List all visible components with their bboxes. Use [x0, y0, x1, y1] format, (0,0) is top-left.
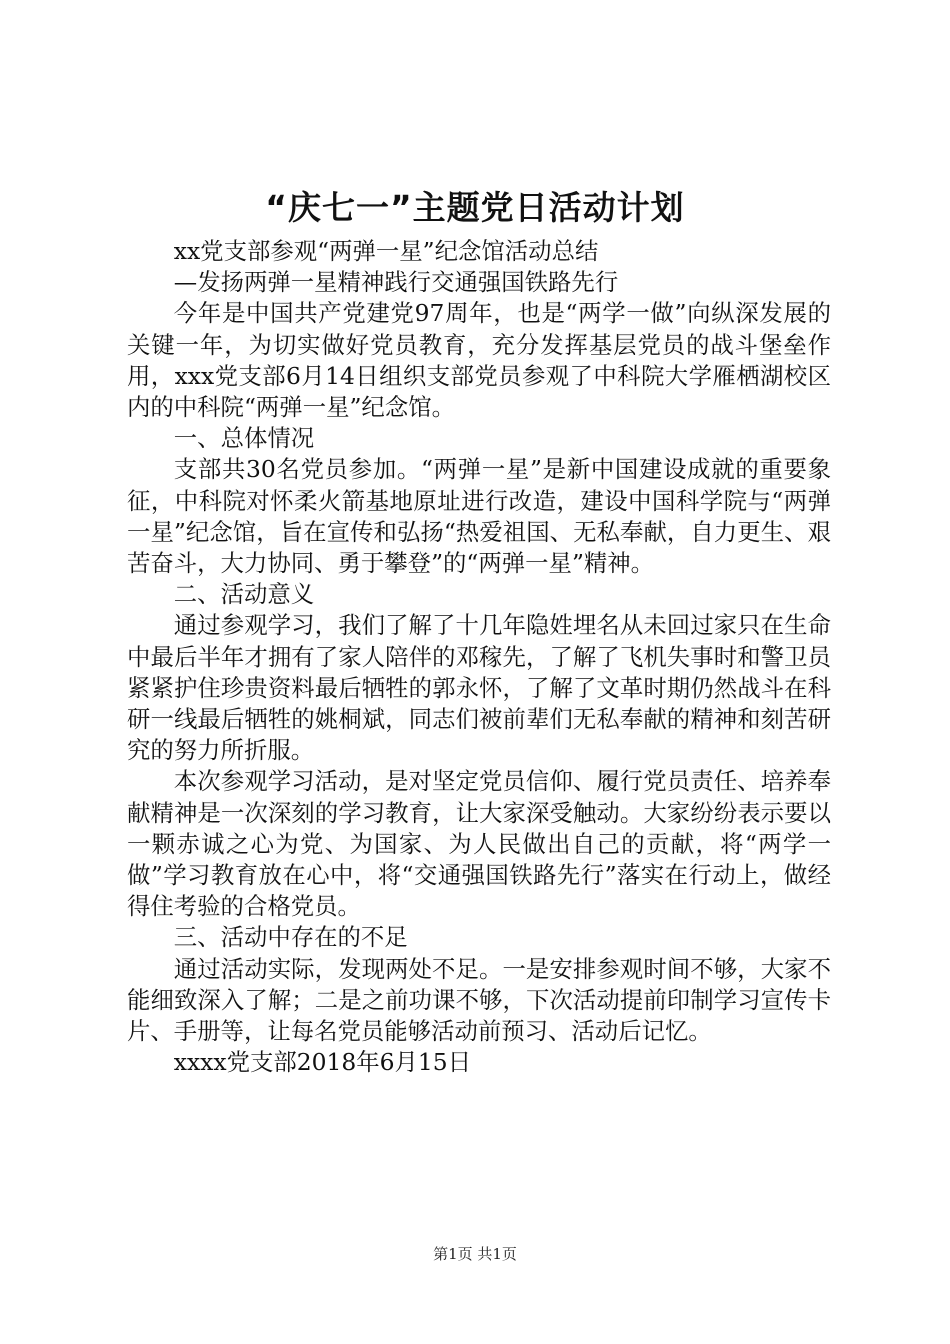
section2-paragraph-1: 通过参观学习，我们了解了十几年隐姓埋名从未回过家只在生命中最后半年才拥有了家人陪伴的邓稼先，了解了飞机失事时和警卫员紧紧护住珍贵资料最后牺牲的郭永怀，了解了文革时期仍然战斗在科研一线最后牺牲的姚桐斌，同志们被前辈们无私奉献的精神和刻苦研究的努力所折服。	[127, 611, 831, 765]
page-footer: 第1页 共1页	[433, 1245, 517, 1263]
intro-paragraph: 今年是中国共产党建党97周年，也是“两学一做”向纵深发展的关键一年，为切实做好党员教育，充分发挥基层党员的战斗堡垒作用，xxx党支部6月14日组织支部党员参观了中科院大学雁栖湖校区内的中科院“两弹一星”纪念馆。	[127, 299, 831, 422]
section3-heading: 三、活动中存在的不足	[173, 923, 408, 952]
document-title: “庆七一”主题党日活动计划	[265, 188, 685, 227]
document-body	[127, 236, 831, 1078]
document-subheading: —发扬两弹一星精神践行交通强国铁路先行	[173, 268, 619, 297]
section2-paragraph-2: 本次参观学习活动，是对坚定党员信仰、履行党员责任、培养奉献精神是一次深刻的学习教育，让大家深受触动。大家纷纷表示要以一颗赤诚之心为党、为国家、为人民做出自己的贡献，将“两学一做”学习教育放在心中，将“交通强国铁路先行”落实在行动上，做经得住考验的合格党员。	[127, 767, 831, 921]
section1-heading: 一、总体情况	[173, 424, 315, 453]
section1-paragraph: 支部共30名党员参加。“两弹一星”是新中国建设成就的重要象征，中科院对怀柔火箭基地原址进行改造，建设中国科学院与“两弹一星”纪念馆，旨在宣传和弘扬“热爱祖国、无私奉献，自力更生、艰苦奋斗，大力协同、勇于攀登”的“两弹一星”精神。	[127, 455, 831, 578]
signature-line: xxxx党支部2018年6月15日	[173, 1048, 472, 1077]
section3-paragraph: 通过活动实际，发现两处不足。一是安排参观时间不够，大家不能细致深入了解；二是之前功课不够，下次活动提前印制学习宣传卡片、手册等，让每名党员能够活动前预习、活动后记忆。	[127, 954, 831, 1046]
document-subtitle: xx党支部参观“两弹一星”纪念馆活动总结	[173, 237, 599, 265]
section2-heading: 二、活动意义	[173, 580, 315, 609]
